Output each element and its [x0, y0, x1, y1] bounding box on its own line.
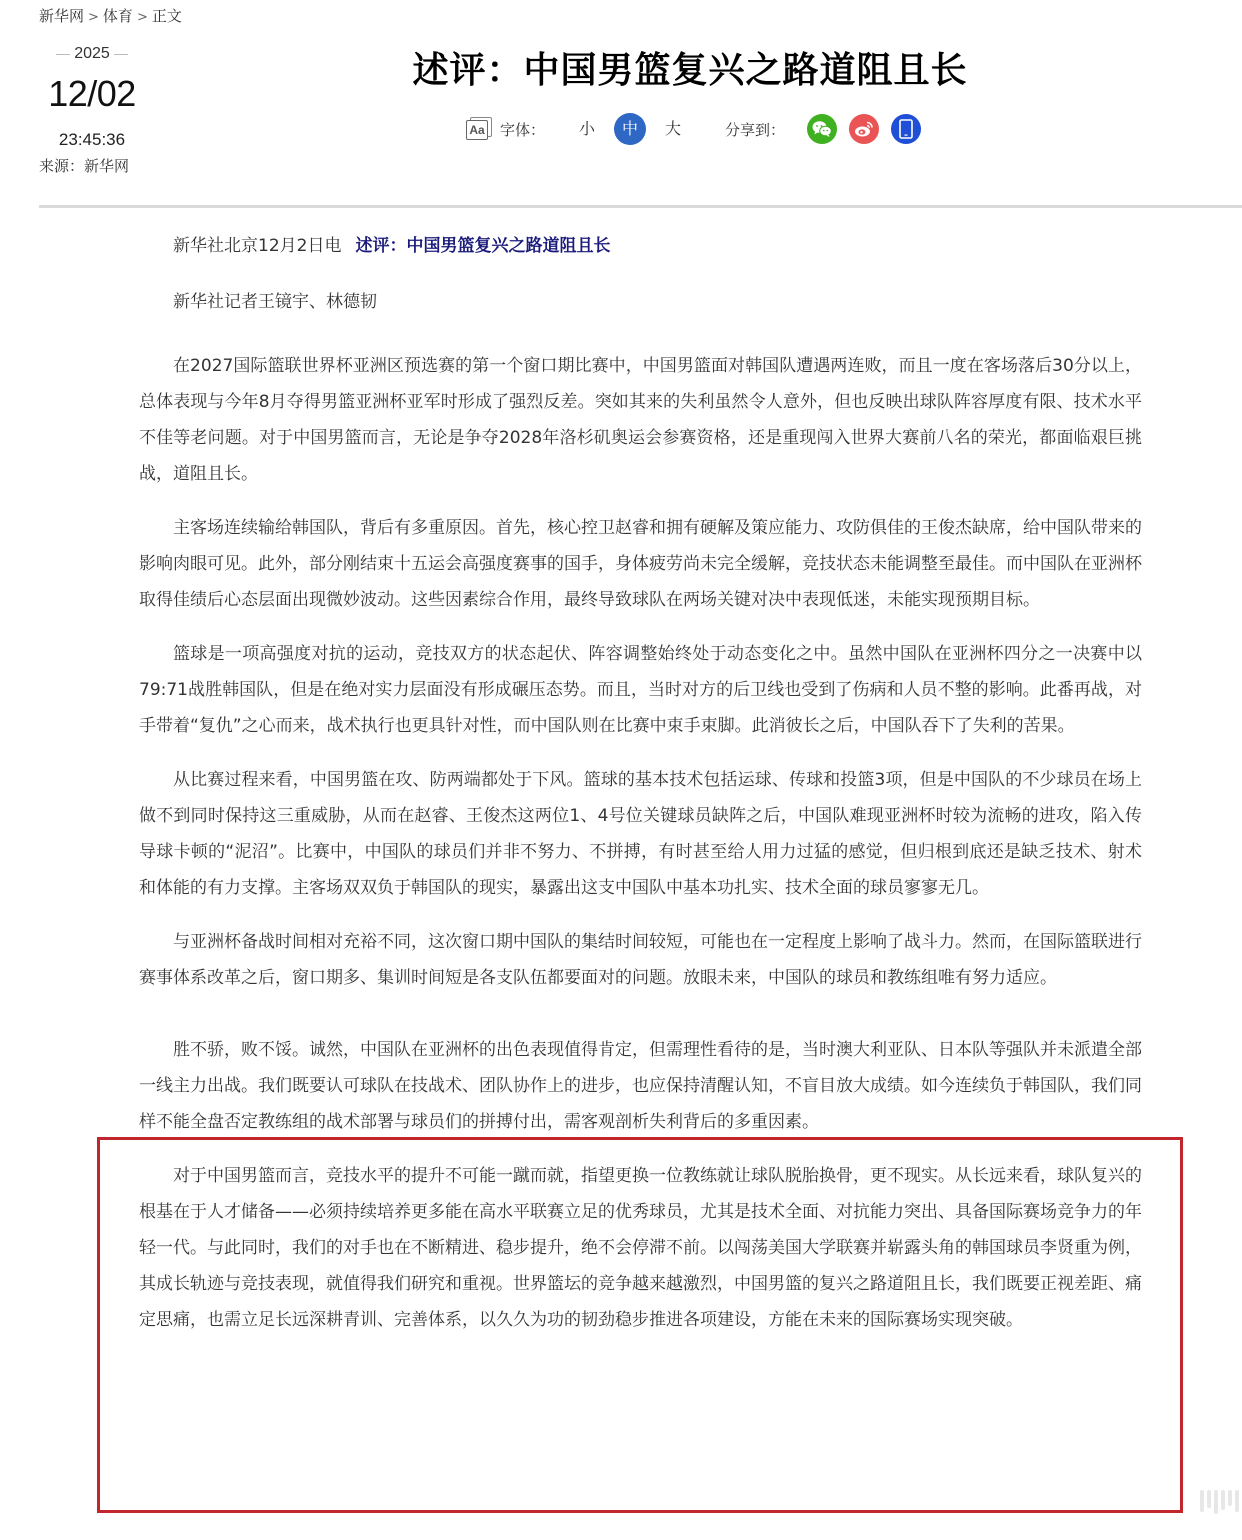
- watermark: [1200, 1490, 1242, 1520]
- publish-date: [39, 44, 145, 151]
- breadcrumb-separator: >: [88, 10, 99, 25]
- header-divider: [39, 205, 1242, 208]
- article-paragraph-highlighted: 对于中国男篮而言，竞技水平的提升不可能一蹴而就，指望更换一位教练就让球队脱胎换骨，更不现实。从长远来看，球队复兴的根基在于人才储备——必须持续培养更多能在高水平联赛立足的优秀球员，尤其是技术全面、对抗能力突出、具备国际赛场竞争力的年轻一代。与此同时，我们的对手也在不断精进、稳步提升，绝不会停滞不前。以闯荡美国大学联赛并崭露头角的韩国球员李贤重为例，其成长轨迹与竞技表现，就值得我们研究和重视。世界篮坛的竞争越来越激烈，中国男篮的复兴之路道阻且长，我们既要正视差距、痛定思痛，也需立足长远深耕青训、完善体系，以久久为功的韧劲稳步推进各项建设，方能在未来的国际赛场实现突破。: [139, 1166, 1142, 1330]
- article-toolbar: [466, 112, 921, 146]
- share-mobile-button[interactable]: [891, 114, 921, 144]
- article-body: [139, 228, 1142, 1356]
- share-weibo-button[interactable]: [849, 114, 879, 144]
- share-label: 分享到：: [725, 120, 786, 139]
- article-paragraph: 从比赛过程来看，中国男篮在攻、防两端都处于下风。篮球的基本技术包括运球、传球和投篮3项，但是中国队的不少球员在场上做不到同时保持这三重威胁，从而在赵睿、王俊杰这两位1、4号位关键球员缺阵之后，中国队难现亚洲杯时较为流畅的进攻，陷入传导球卡顿的“泥沼”。比赛中，中国队的球员们并非不努力、不拼搏，有时甚至给人用力过猛的感觉，但归根到底还是缺乏技术、射术和体能的有力支撑。主客场双双负于韩国队的现实，暴露出这支中国队中基本功扎实、技术全面的球员寥寥无几。: [139, 770, 1142, 898]
- date-year-row: [39, 44, 145, 64]
- article-paragraph: 与亚洲杯备战时间相对充裕不同，这次窗口期中国队的集结时间较短，可能也在一定程度上影响了战斗力。然而，在国际篮联进行赛事体系改革之后，窗口期多、集训时间短是各支队伍都要面对的问题。放眼未来，中国队的球员和教练组唯有努力适应。: [139, 932, 1142, 988]
- divider-line: [114, 54, 128, 55]
- breadcrumb-separator: >: [136, 10, 148, 25]
- article-dateline: [139, 228, 1142, 264]
- breadcrumb-current: 正文: [151, 7, 182, 25]
- date-year: 2025: [74, 45, 110, 62]
- article-paragraph: 在2027国际篮联世界杯亚洲区预选赛的第一个窗口期比赛中，中国男篮面对韩国队遭遇两连败，而且一度在客场落后30分以上，总体表现与今年8月夺得男篮亚洲杯亚军时形成了强烈反差。突如其来的失利虽然令人意外，但也反映出球队阵容厚度有限、技术水平不佳等老问题。对于中国男篮而言，无论是争夺2028年洛杉矶奥运会参赛资格，还是重现闯入世界大赛前八名的荣光，都面临艰巨挑战，道阻且长。: [139, 356, 1142, 484]
- article-byline: 新华社记者王镜宇、林德韧: [173, 292, 377, 312]
- font-size-small-button[interactable]: 小: [579, 119, 596, 138]
- breadcrumb-sports-link[interactable]: 体育: [102, 7, 133, 25]
- font-size-icon: Aa: [466, 117, 494, 141]
- font-size-medium-button[interactable]: 中: [614, 113, 646, 145]
- mobile-icon: [898, 119, 914, 139]
- article-paragraph-highlighted: 胜不骄，败不馁。诚然，中国队在亚洲杯的出色表现值得肯定，但需理性看待的是，当时澳大利亚队、日本队等强队并未派遣全部一线主力出战。我们既要认可球队在技战术、团队协作上的进步，也应保持清醒认知，不盲目放大成绩。如今连续负于韩国队，我们同样不能全盘否定教练组的战术部署与球员们的拼搏付出，需客观剖析失利背后的多重因素。: [139, 1040, 1142, 1132]
- date-month-day: 12/02: [48, 73, 136, 114]
- font-size-large-button[interactable]: 大: [665, 119, 682, 138]
- weibo-icon: [853, 119, 875, 139]
- breadcrumb: [39, 6, 182, 28]
- dateline-text: 新华社北京12月2日电: [173, 236, 342, 256]
- share-wechat-button[interactable]: [807, 114, 837, 144]
- font-size-label: 字体：: [500, 120, 546, 139]
- wechat-icon: [811, 119, 833, 139]
- article-headline: 述评：中国男篮复兴之路道阻且长: [355, 236, 611, 256]
- article-paragraph: 篮球是一项高强度对抗的运动，竞技双方的状态起伏、阵容调整始终处于动态变化之中。虽然中国队在亚洲杯四分之一决赛中以79:71战胜韩国队，但是在绝对实力层面没有形成碾压态势。而且，当时对方的后卫线也受到了伤病和人员不整的影响。此番再战，对手带着“复仇”之心而来，战术执行也更具针对性，而中国队则在比赛中束手束脚。此消彼长之后，中国队吞下了失利的苦果。: [139, 644, 1142, 736]
- divider-line: [56, 54, 70, 55]
- date-time: 23:45:36: [58, 130, 126, 149]
- article-paragraph: 主客场连续输给韩国队，背后有多重原因。首先，核心控卫赵睿和拥有硬解及策应能力、攻防俱佳的王俊杰缺席，给中国队带来的影响肉眼可见。此外，部分刚结束十五运会高强度赛事的国手，身体疲劳尚未完全缓解，竞技状态未能调整至最佳。而中国队在亚洲杯取得佳绩后心态层面出现微妙波动。这些因素综合作用，最终导致球队在两场关键对决中表现低迷，未能实现预期目标。: [139, 518, 1142, 610]
- breadcrumb-home-link[interactable]: 新华网: [39, 7, 85, 25]
- page-title: 述评：中国男篮复兴之路道阻且长: [412, 50, 968, 91]
- article-source: 来源：新华网: [39, 157, 130, 175]
